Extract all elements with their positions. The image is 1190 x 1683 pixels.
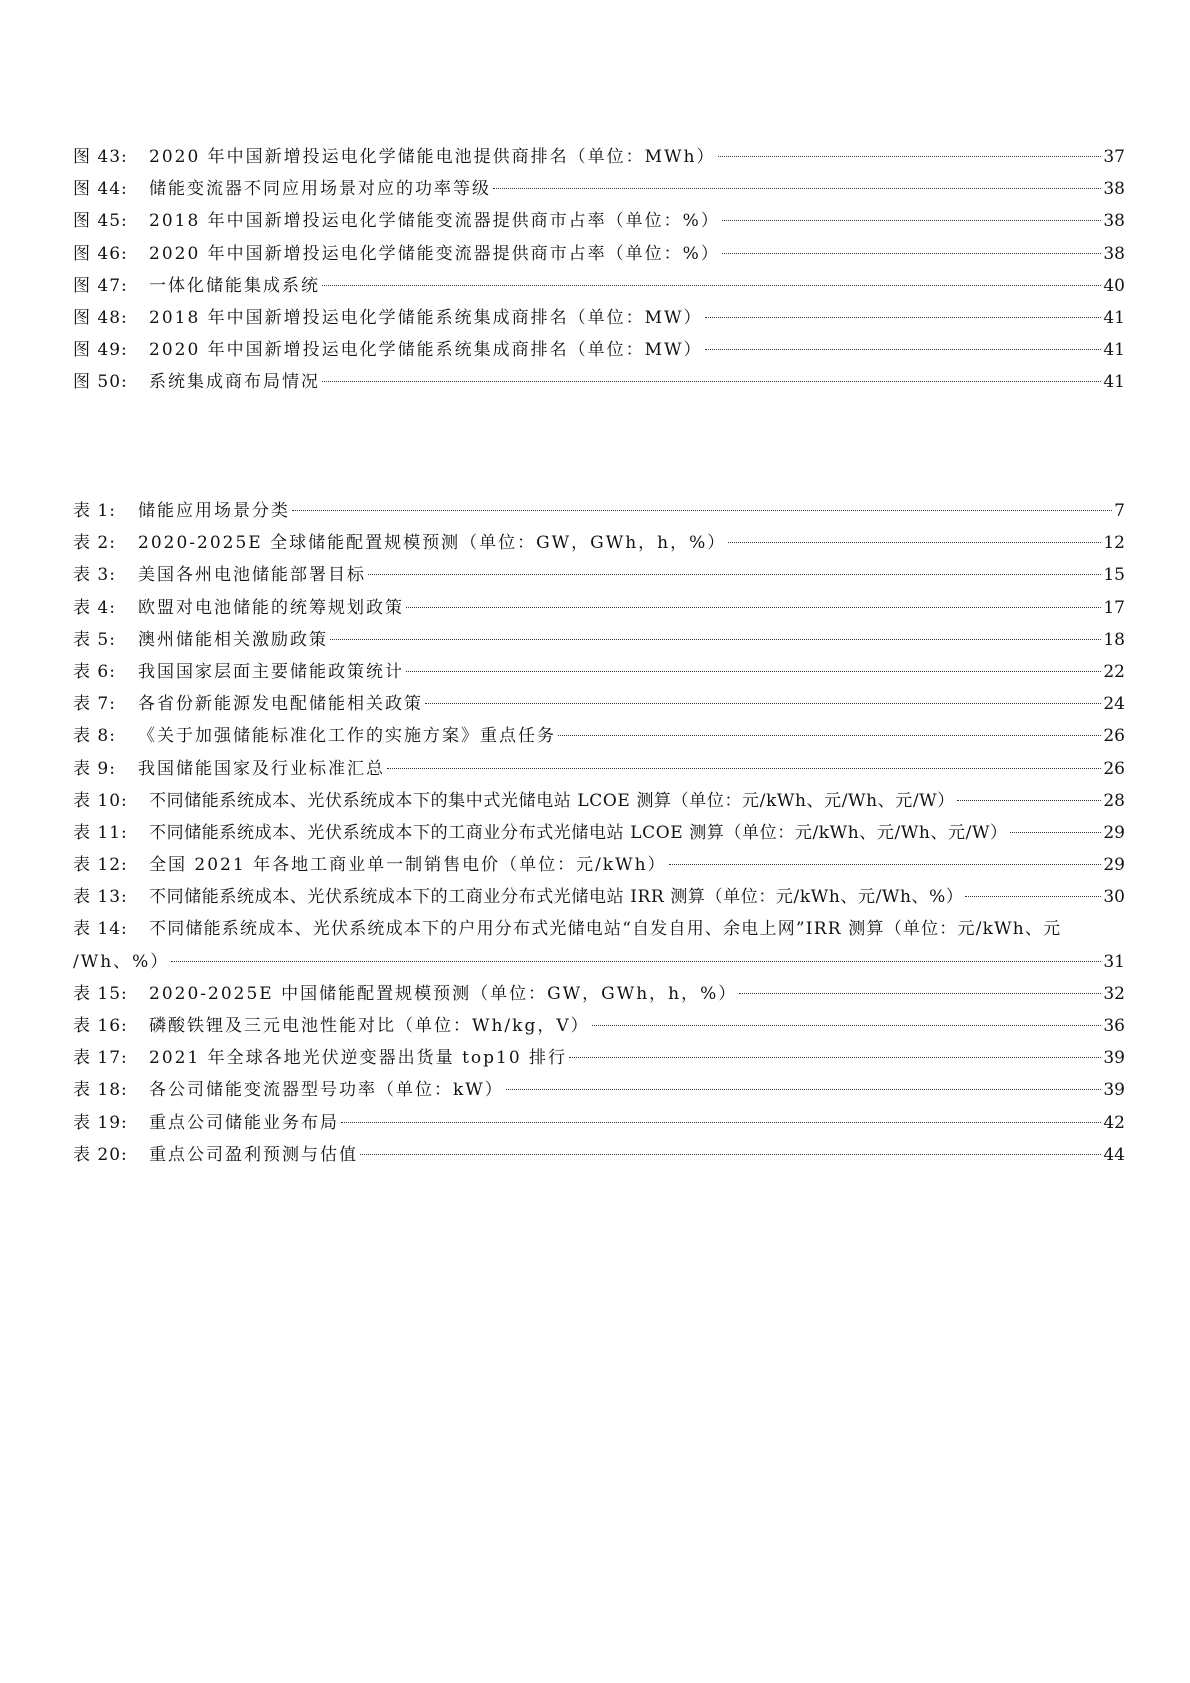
table-entry[interactable] [73, 978, 1125, 1010]
entry-title: 不同储能系统成本、光伏系统成本下的户用分布式光储电站“自发自用、余电上网”IRR 测算（单位：元/kWh、元 [149, 919, 1062, 940]
entry-page-number: 38 [1103, 179, 1125, 200]
entry-label: 表 6: [73, 661, 116, 682]
entry-title: 全国 2021 年各地工商业单一制销售电价（单位：元/kWh） [149, 855, 667, 876]
dot-leader [322, 285, 1101, 286]
entry-label: 表 20: [73, 1144, 128, 1165]
entry-title: 2018 年中国新增投运电化学储能系统集成商排名（单位：MW） [149, 307, 703, 328]
figure-entry[interactable] [73, 302, 1125, 334]
entry-title: 2018 年中国新增投运电化学储能变流器提供商市占率（单位：%） [149, 211, 720, 232]
entry-title: 系统集成商布局情况 [149, 372, 320, 393]
table-entry[interactable] [73, 688, 1125, 720]
entry-title: 重点公司盈利预测与估值 [149, 1144, 358, 1165]
entry-page-number: 38 [1103, 243, 1125, 264]
entry-label: 表 15: [73, 983, 128, 1004]
dot-leader [171, 961, 1101, 962]
entry-title: 储能应用场景分类 [138, 501, 290, 521]
dot-leader [322, 381, 1101, 382]
entry-title: 磷酸铁锂及三元电池性能对比（单位：Wh/kg，V） [149, 1016, 590, 1036]
figure-list [73, 141, 1125, 399]
entry-label: 表 9: [73, 758, 116, 779]
entry-title: 储能变流器不同应用场景对应的功率等级 [149, 179, 491, 200]
entry-label: 图 50: [73, 372, 128, 393]
dot-leader [957, 800, 1102, 801]
table-entry[interactable] [73, 1107, 1125, 1139]
table-entry[interactable] [73, 559, 1125, 591]
dot-leader [360, 1154, 1101, 1155]
entry-title: 不同储能系统成本、光伏系统成本下的工商业分布式光储电站 LCOE 测算（单位：元/kWh、元/Wh、元/W） [149, 822, 1008, 843]
entry-label: 图 45: [73, 211, 128, 232]
entry-title: 2020 年中国新增投运电化学储能电池提供商排名（单位：MWh） [149, 147, 716, 167]
table-entry[interactable] [73, 720, 1125, 752]
table-entry[interactable] [73, 881, 1125, 913]
figure-entry[interactable] [73, 270, 1125, 302]
figure-entry[interactable] [73, 141, 1125, 173]
dot-leader [722, 220, 1102, 221]
dot-leader [368, 574, 1101, 575]
figure-entry[interactable] [73, 238, 1125, 270]
entry-page-number: 36 [1103, 1016, 1125, 1036]
table-entry[interactable] [73, 527, 1125, 559]
dot-leader [406, 671, 1101, 672]
entry-page-number: 15 [1103, 565, 1125, 586]
table-entry[interactable] [73, 913, 1125, 945]
figure-entry[interactable] [73, 173, 1125, 205]
dot-leader [669, 864, 1102, 865]
table-entry[interactable] [73, 849, 1125, 881]
entry-page-number: 41 [1103, 372, 1125, 393]
entry-label: 表 19: [73, 1112, 128, 1133]
dot-leader [406, 607, 1101, 608]
entry-page-number: 28 [1103, 790, 1125, 811]
entry-title: 各省份新能源发电配储能相关政策 [138, 694, 423, 715]
entry-label: 表 2: [73, 533, 116, 554]
entry-title: 2020 年中国新增投运电化学储能系统集成商排名（单位：MW） [149, 340, 703, 361]
figure-entry[interactable] [73, 205, 1125, 237]
dot-leader [330, 639, 1101, 640]
entry-title: 不同储能系统成本、光伏系统成本下的集中式光储电站 LCOE 测算（单位：元/kWh、元/Wh、元/W） [149, 790, 955, 811]
entry-label: 图 43: [73, 147, 128, 167]
entry-page-number: 38 [1103, 211, 1125, 232]
entry-title: 2020-2025E 全球储能配置规模预测（单位：GW，GWh，h，%） [138, 533, 727, 554]
entry-label: 表 5: [73, 629, 116, 650]
table-entry[interactable] [73, 785, 1125, 817]
entry-page-number: 37 [1103, 147, 1125, 167]
entry-label: 表 4: [73, 597, 116, 618]
table-list [73, 495, 1125, 1171]
entry-page-number: 7 [1114, 501, 1125, 521]
dot-leader [728, 542, 1101, 543]
entry-title: 不同储能系统成本、光伏系统成本下的工商业分布式光储电站 IRR 测算（单位：元/kWh、元/Wh、%） [149, 887, 964, 908]
entry-page-number: 22 [1103, 661, 1125, 682]
table-entry[interactable] [73, 1074, 1125, 1106]
dot-leader [592, 1025, 1102, 1026]
entry-label: 表 7: [73, 694, 116, 715]
entry-page-number: 44 [1103, 1144, 1125, 1165]
entry-title: 2021 年全球各地光伏逆变器出货量 top10 排行 [149, 1048, 568, 1069]
entry-label: 图 46: [73, 243, 128, 264]
dot-leader [558, 735, 1101, 736]
entry-label: 图 49: [73, 340, 128, 361]
table-entry[interactable] [73, 495, 1125, 527]
entry-title: 重点公司储能业务布局 [149, 1112, 339, 1133]
table-entry[interactable] [73, 1139, 1125, 1171]
entry-title: 澳州储能相关激励政策 [138, 629, 328, 650]
dot-leader [739, 993, 1101, 994]
entry-label: 表 13: [73, 887, 128, 908]
table-entry[interactable] [73, 1042, 1125, 1074]
entry-page-number: 41 [1103, 340, 1125, 361]
table-entry[interactable] [73, 624, 1125, 656]
entry-title: 《关于加强储能标准化工作的实施方案》重点任务 [138, 726, 556, 747]
entry-page-number: 18 [1103, 629, 1125, 650]
entry-page-number: 40 [1103, 275, 1125, 296]
table-entry[interactable] [73, 656, 1125, 688]
entry-title: 欧盟对电池储能的统筹规划政策 [138, 597, 404, 618]
figure-entry[interactable] [73, 334, 1125, 366]
entry-title: 我国国家层面主要储能政策统计 [138, 661, 404, 682]
entry-label: 图 44: [73, 179, 128, 200]
entry-page-number: 42 [1103, 1112, 1125, 1133]
dot-leader [425, 703, 1101, 704]
entry-label: 表 1: [73, 501, 116, 521]
entry-title-continued: /Wh、%） [73, 951, 170, 972]
dot-leader [341, 1122, 1101, 1123]
entry-label: 图 48: [73, 307, 128, 328]
entry-page-number: 32 [1103, 983, 1125, 1004]
dot-leader [705, 349, 1102, 350]
entry-label: 表 14: [73, 919, 128, 940]
entry-title: 各公司储能变流器型号功率（单位：kW） [149, 1080, 504, 1101]
entry-label: 表 18: [73, 1080, 128, 1101]
entry-page-number: 39 [1103, 1048, 1125, 1069]
entry-page-number: 17 [1103, 597, 1125, 618]
entry-label: 图 47: [73, 275, 128, 296]
entry-label: 表 8: [73, 726, 116, 747]
table-entry[interactable] [73, 1010, 1125, 1042]
entry-page-number: 29 [1103, 855, 1125, 876]
entry-page-number: 24 [1103, 694, 1125, 715]
dot-leader [1010, 832, 1102, 833]
entry-title: 2020 年中国新增投运电化学储能变流器提供商市占率（单位：%） [149, 243, 720, 264]
dot-leader [387, 768, 1101, 769]
entry-title: 我国储能国家及行业标准汇总 [138, 758, 385, 779]
entry-label: 表 10: [73, 790, 128, 811]
entry-label: 表 12: [73, 855, 128, 876]
entry-title: 2020-2025E 中国储能配置规模预测（单位：GW，GWh，h，%） [149, 983, 738, 1004]
entry-page-number: 26 [1103, 726, 1125, 747]
figure-entry[interactable] [73, 366, 1125, 398]
dot-leader [493, 188, 1101, 189]
entry-label: 表 17: [73, 1048, 128, 1069]
entry-title: 一体化储能集成系统 [149, 275, 320, 296]
dot-leader [569, 1057, 1101, 1058]
entry-page-number: 39 [1103, 1080, 1125, 1101]
entry-page-number: 31 [1103, 951, 1125, 972]
table-entry[interactable] [73, 817, 1125, 849]
dot-leader [506, 1089, 1102, 1090]
entry-label: 表 3: [73, 565, 116, 586]
entry-title: 美国各州电池储能部署目标 [138, 565, 366, 586]
entry-page-number: 30 [1103, 887, 1125, 908]
dot-leader [722, 253, 1102, 254]
dot-leader [292, 510, 1112, 511]
dot-leader [705, 317, 1102, 318]
entry-page-number: 41 [1103, 307, 1125, 328]
entry-label: 表 11: [73, 822, 128, 843]
table-entry-continued[interactable] [73, 946, 1125, 978]
dot-leader [718, 156, 1102, 157]
dot-leader [965, 896, 1101, 897]
entry-label: 表 16: [73, 1016, 128, 1036]
table-entry[interactable] [73, 592, 1125, 624]
entry-page-number: 12 [1103, 533, 1125, 554]
table-entry[interactable] [73, 753, 1125, 785]
entry-page-number: 29 [1103, 822, 1125, 843]
entry-page-number: 26 [1103, 758, 1125, 779]
